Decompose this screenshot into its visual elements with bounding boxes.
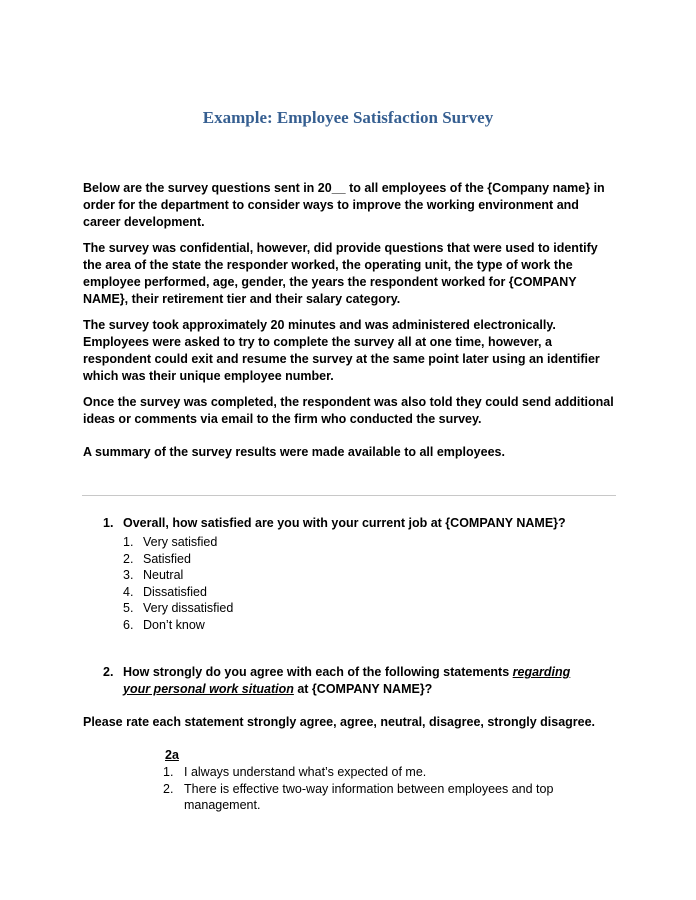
statement-number: 2. [163, 781, 174, 796]
option-number: 2. [123, 551, 134, 566]
question-number: 1. [103, 516, 114, 530]
question-text-part: at {COMPANY NAME}? [293, 682, 433, 696]
option-label: Neutral [143, 568, 184, 583]
question-1 [103, 515, 603, 634]
statement-list [163, 764, 573, 814]
option-label: Very dissatisfied [143, 601, 234, 616]
intro-paragraph: The survey took approximately 20 minutes and was administered electronically. Employees were asked to try to complete the survey all at one time, however, a respondent could exit and resume the survey at the same point later using an identifier which was their unique employee number. [83, 318, 600, 383]
answer-option [103, 534, 603, 551]
intro-paragraph: Below are the survey questions sent in 20__ to all employees of the {Company name} in order for the department to consider ways to improve the working environment and career development. [83, 181, 605, 229]
statement-text: I always understand what’s expected of me. [184, 765, 427, 779]
statement-number: 1. [163, 765, 174, 779]
question-number: 2. [103, 665, 114, 679]
answer-option [103, 617, 603, 634]
question-2 [103, 664, 593, 698]
option-number: 1. [123, 535, 134, 549]
question-text [123, 664, 593, 698]
answer-option [103, 551, 603, 568]
section-label: 2a [165, 748, 179, 762]
question-text-part: How strongly do you agree with each of the following statements [123, 665, 513, 679]
question-text-emphasis: regarding your personal work situation [123, 665, 571, 696]
statement-item [163, 764, 573, 781]
option-number: 6. [123, 617, 134, 632]
question-text: Overall, how satisfied are you with your current job at {COMPANY NAME}? [123, 516, 566, 530]
answer-options [103, 534, 603, 634]
rating-instruction: Please rate each statement strongly agree, agree, neutral, disagree, strongly disagree. [83, 715, 596, 729]
option-number: 3. [123, 568, 134, 583]
option-label: Very satisfied [143, 535, 218, 549]
answer-option [103, 600, 603, 617]
answer-option [103, 567, 603, 584]
option-number: 4. [123, 584, 134, 599]
statement-item [163, 781, 573, 814]
summary-paragraph: A summary of the survey results were made available to all employees. [83, 445, 505, 459]
answer-option [103, 584, 603, 601]
section-2a [163, 747, 573, 814]
intro-paragraph: Once the survey was completed, the respondent was also told they could send additional ideas or comments via email to the firm who conducted the survey. [83, 395, 614, 426]
document-title: Example: Employee Satisfaction Survey [202, 108, 494, 127]
intro-section [83, 180, 619, 470]
option-label: Don’t know [143, 617, 205, 632]
option-label: Satisfied [143, 551, 191, 566]
option-number: 5. [123, 601, 134, 616]
section-divider [82, 495, 616, 496]
statement-text: There is effective two-way information between employees and top management. [184, 781, 554, 813]
intro-paragraph: The survey was confidential, however, did provide questions that were used to identify the area of the state the responder worked, the operating unit, the type of work the employee performed, age, gender, the years the respondent worked for {COMPANY NAME}, their retirement tier and their salary category. [83, 241, 598, 306]
option-label: Dissatisfied [143, 584, 207, 599]
